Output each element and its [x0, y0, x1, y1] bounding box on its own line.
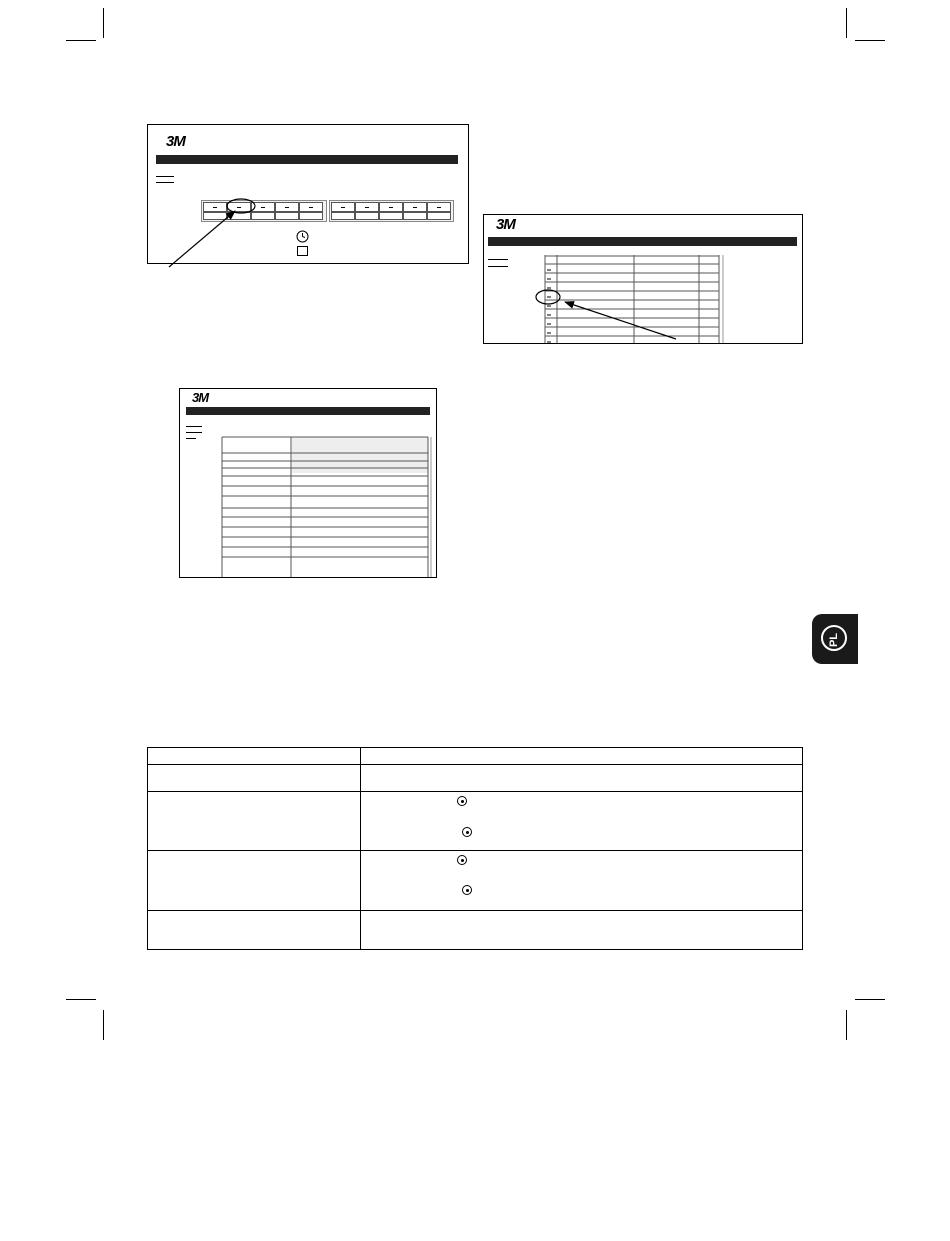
radio-selected-icon: [457, 796, 467, 806]
logo-3m: 3M: [496, 216, 515, 233]
table-cell: [361, 910, 803, 949]
language-code: PL: [828, 632, 840, 648]
table-header-row: [148, 748, 803, 765]
table-cell: [148, 748, 361, 765]
table-cell: [361, 792, 803, 851]
table-row: [148, 851, 803, 910]
arrow-callout: [565, 302, 676, 339]
table-cell: [361, 748, 803, 765]
logo-3m: 3M: [192, 390, 209, 405]
table-cell: [361, 851, 803, 910]
table-cell: [148, 792, 361, 851]
radio-selected-icon: [462, 827, 472, 837]
table-row: [148, 910, 803, 949]
logo-3m: 3M: [166, 133, 185, 150]
table-cell: [361, 765, 803, 792]
language-badge: [821, 625, 847, 651]
language-tab: [812, 614, 858, 664]
radio-selected-icon: [462, 885, 472, 895]
arrow-callout: [169, 211, 235, 267]
callout-ellipse: [227, 199, 560, 304]
radio-selected-icon: [457, 855, 467, 865]
table-cell: [148, 765, 361, 792]
table-row: [148, 792, 803, 851]
table-row: [148, 765, 803, 792]
table-cell: [148, 851, 361, 910]
table-cell: [148, 910, 361, 949]
instruction-table: [147, 747, 803, 950]
